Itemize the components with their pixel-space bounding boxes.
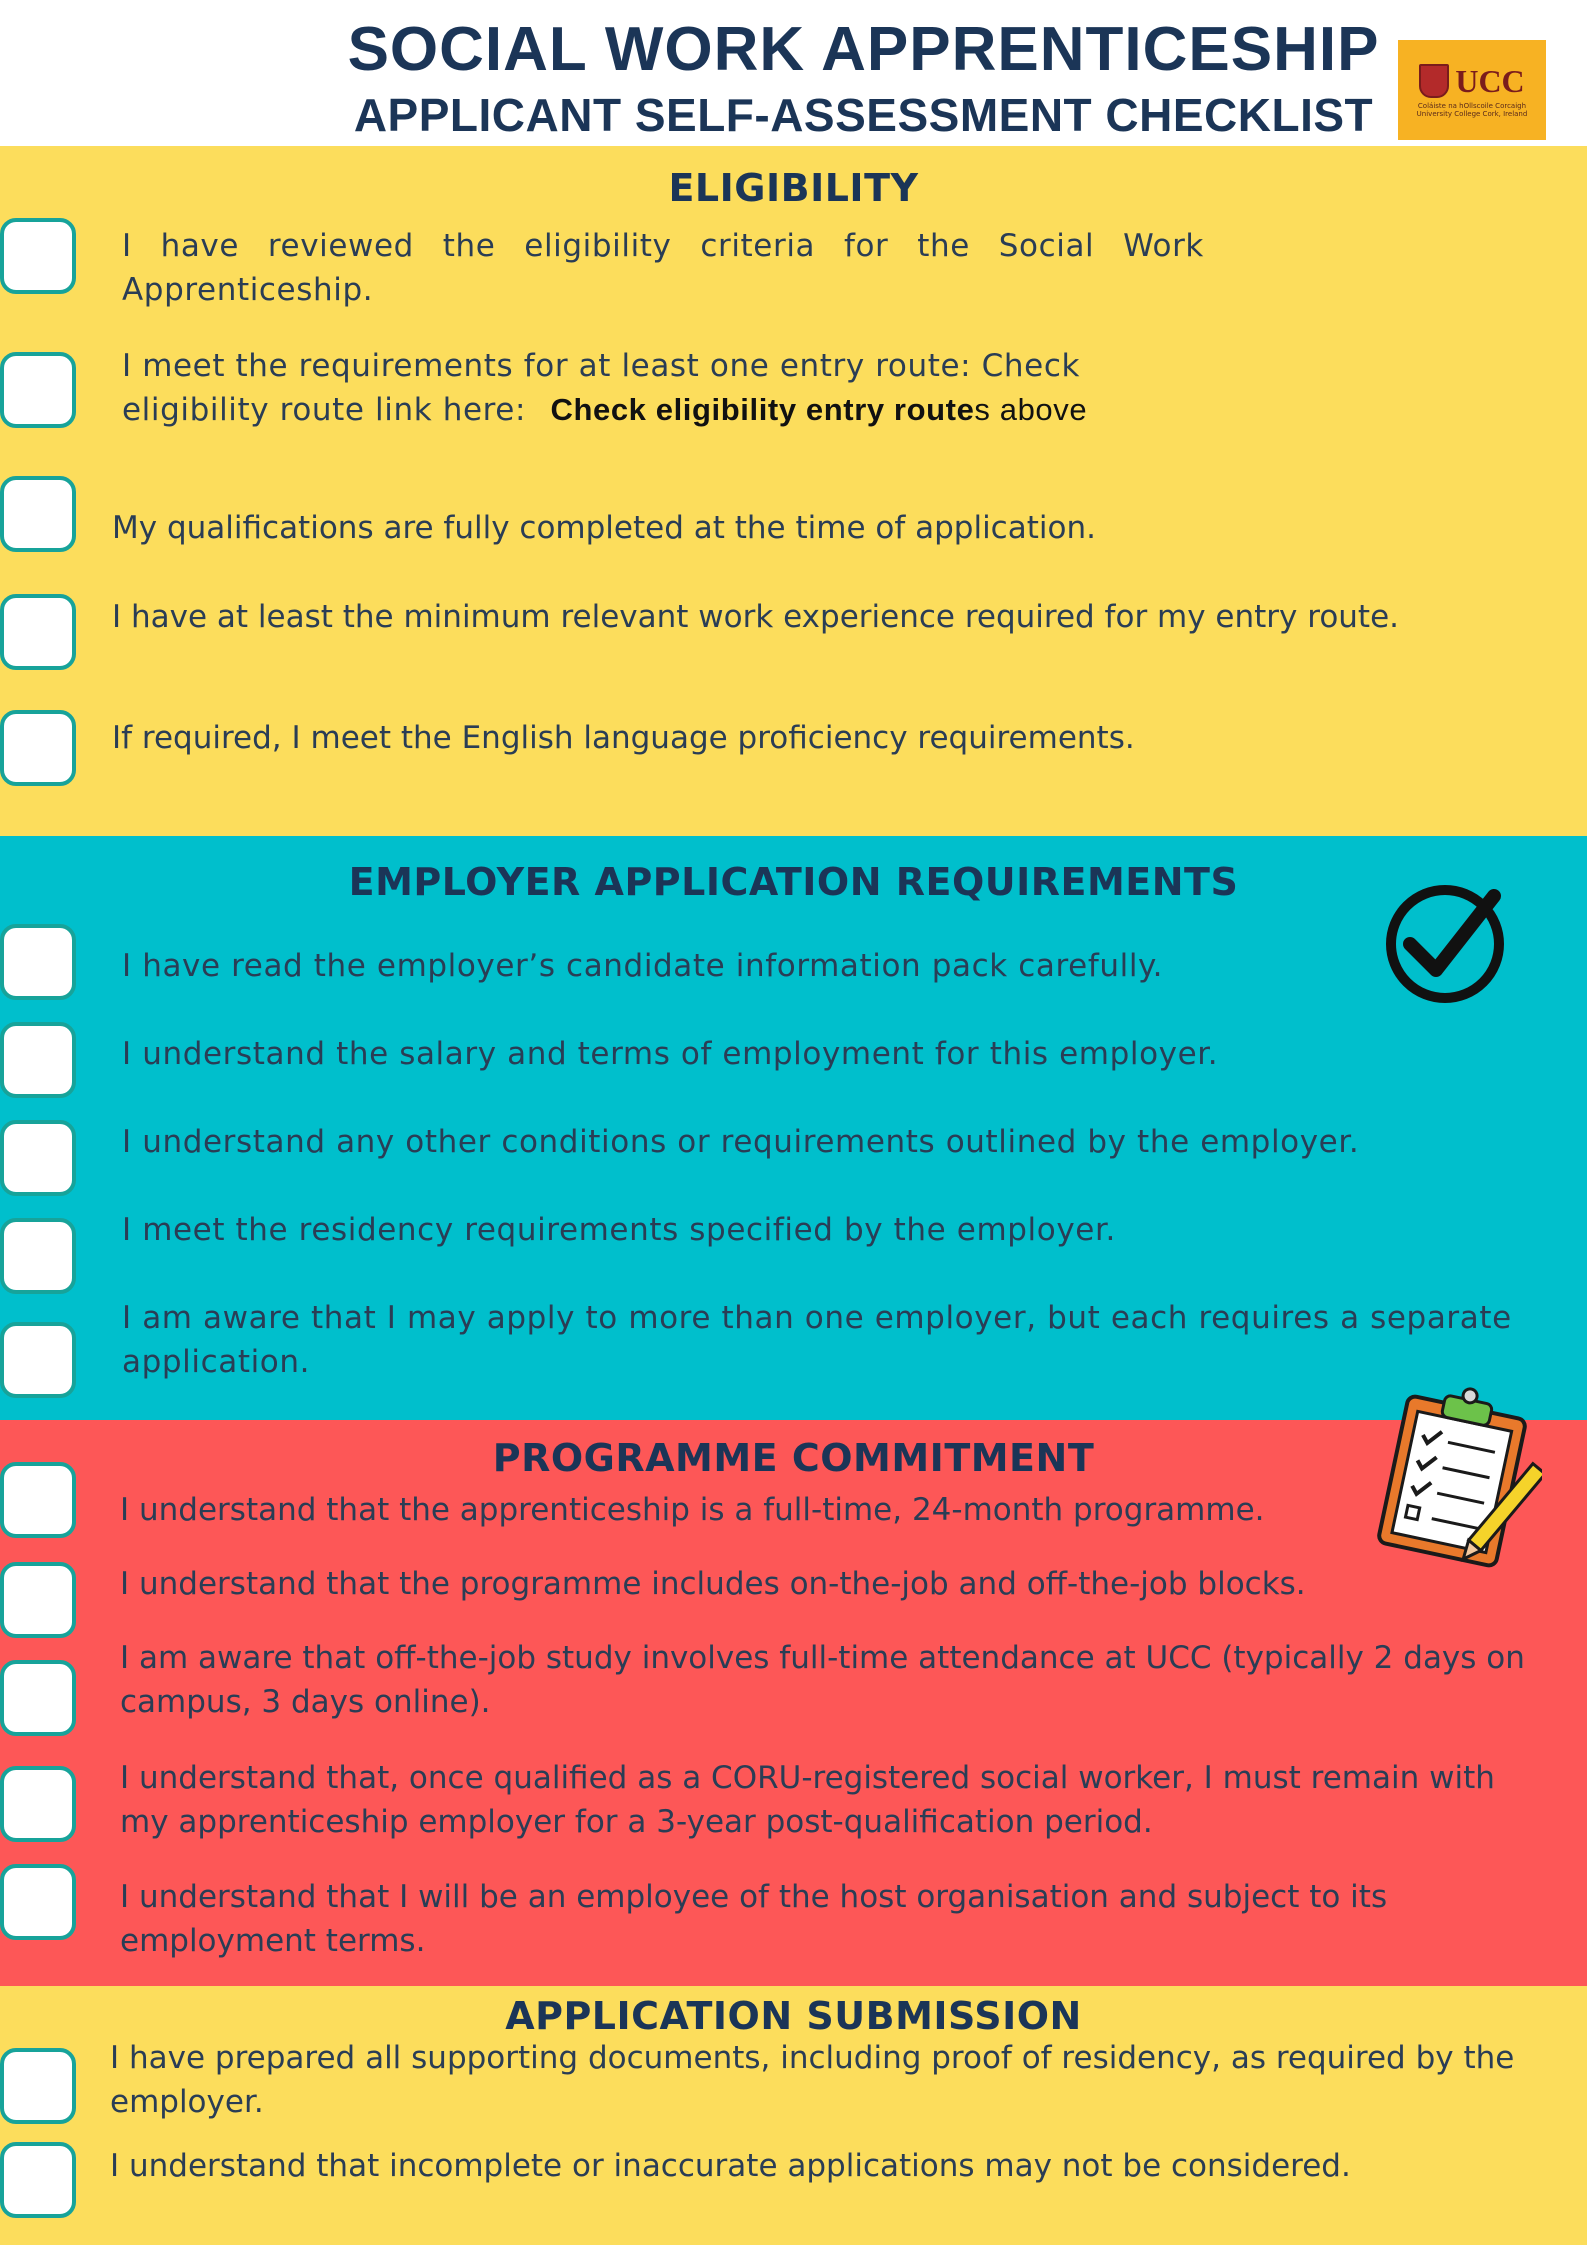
commitment-item-4: I understand that, once qualified as a CORU-registered social worker, I must remain with my apprenticeship employer for a 3-year post-qualification period.: [120, 1760, 1495, 1840]
employer-heading: EMPLOYER APPLICATION REQUIREMENTS: [348, 860, 1239, 904]
submission-item-2: I understand that incomplete or inaccurate applications may not be considered.: [110, 2148, 1351, 2184]
checkmark-circle-icon: [1382, 878, 1508, 1004]
checkbox-employer-3[interactable]: [0, 1120, 76, 1196]
clipboard-checklist-icon: [1362, 1386, 1542, 1576]
checkbox-eligibility-4[interactable]: [0, 594, 76, 670]
commitment-section: [0, 1420, 1587, 1986]
eligibility-heading: ELIGIBILITY: [668, 166, 919, 210]
checkbox-employer-1[interactable]: [0, 924, 76, 1000]
employer-item-5: I am aware that I may apply to more than one employer, but each requires a separate application.: [122, 1300, 1512, 1380]
checkbox-submission-2[interactable]: [0, 2142, 76, 2218]
checkbox-eligibility-1[interactable]: [0, 218, 76, 294]
employer-item-3: I understand any other conditions or requirements outlined by the employer.: [122, 1124, 1360, 1160]
eligibility-route-link[interactable]: Check eligibility entry route: [550, 392, 975, 427]
employer-item-2: I understand the salary and terms of employment for this employer.: [122, 1036, 1219, 1072]
checkbox-commitment-5[interactable]: [0, 1864, 76, 1940]
checkbox-commitment-2[interactable]: [0, 1562, 76, 1638]
checkbox-eligibility-2[interactable]: [0, 352, 76, 428]
checkbox-commitment-1[interactable]: [0, 1462, 76, 1538]
commitment-item-5: I understand that I will be an employee of the host organisation and subject to its employment terms.: [120, 1879, 1388, 1959]
crest-icon: [1419, 64, 1449, 98]
eligibility-item-2: I meet the requirements for at least one entry route: Check eligibility route link here: Check eligibility entry routes above: [122, 348, 1088, 428]
checkbox-submission-1[interactable]: [0, 2048, 76, 2124]
page-title: SOCIAL WORK APPRENTICESHIP: [347, 15, 1380, 84]
commitment-item-2: I understand that the programme includes on-the-job and off-the-job blocks.: [120, 1566, 1306, 1602]
checkbox-commitment-4[interactable]: [0, 1766, 76, 1842]
checkbox-employer-4[interactable]: [0, 1218, 76, 1294]
submission-item-1: I have prepared all supporting documents, including proof of residency, as required by the employer.: [110, 2040, 1515, 2120]
employer-section: [0, 836, 1587, 1420]
employer-item-1: I have read the employer’s candidate information pack carefully.: [122, 948, 1164, 984]
commitment-heading: PROGRAMME COMMITMENT: [492, 1436, 1095, 1480]
eligibility-item-1: I have reviewed the eligibility criteria for the Social Work Apprenticeship.: [122, 228, 1204, 308]
checkbox-employer-2[interactable]: [0, 1022, 76, 1098]
eligibility-item-4: I have at least the minimum relevant work experience required for my entry route.: [112, 599, 1400, 635]
checkbox-eligibility-3[interactable]: [0, 476, 76, 552]
page-subtitle: APPLICANT SELF-ASSESSMENT CHECKLIST: [353, 89, 1374, 141]
eligibility-item-3: My qualifications are fully completed at the time of application.: [112, 510, 1096, 546]
commitment-item-1: I understand that the apprenticeship is a full-time, 24-month programme.: [120, 1492, 1265, 1528]
checkbox-commitment-3[interactable]: [0, 1660, 76, 1736]
eligibility-item-5: If required, I meet the English language proficiency requirements.: [112, 720, 1135, 756]
checkbox-eligibility-5[interactable]: [0, 710, 76, 786]
commitment-item-3: I am aware that off-the-job study involves full-time attendance at UCC (typically 2 days on campus, 3 days online).: [120, 1640, 1525, 1720]
ucc-logo: UCC Coláiste na hOllscoile Corcaigh University College Cork, Ireland: [1398, 40, 1546, 140]
checkbox-employer-5[interactable]: [0, 1322, 76, 1398]
submission-heading: APPLICATION SUBMISSION: [505, 1994, 1082, 2038]
submission-section: [0, 1986, 1587, 2245]
employer-item-4: I meet the residency requirements specified by the employer.: [122, 1212, 1116, 1248]
eligibility-section: [0, 146, 1587, 836]
